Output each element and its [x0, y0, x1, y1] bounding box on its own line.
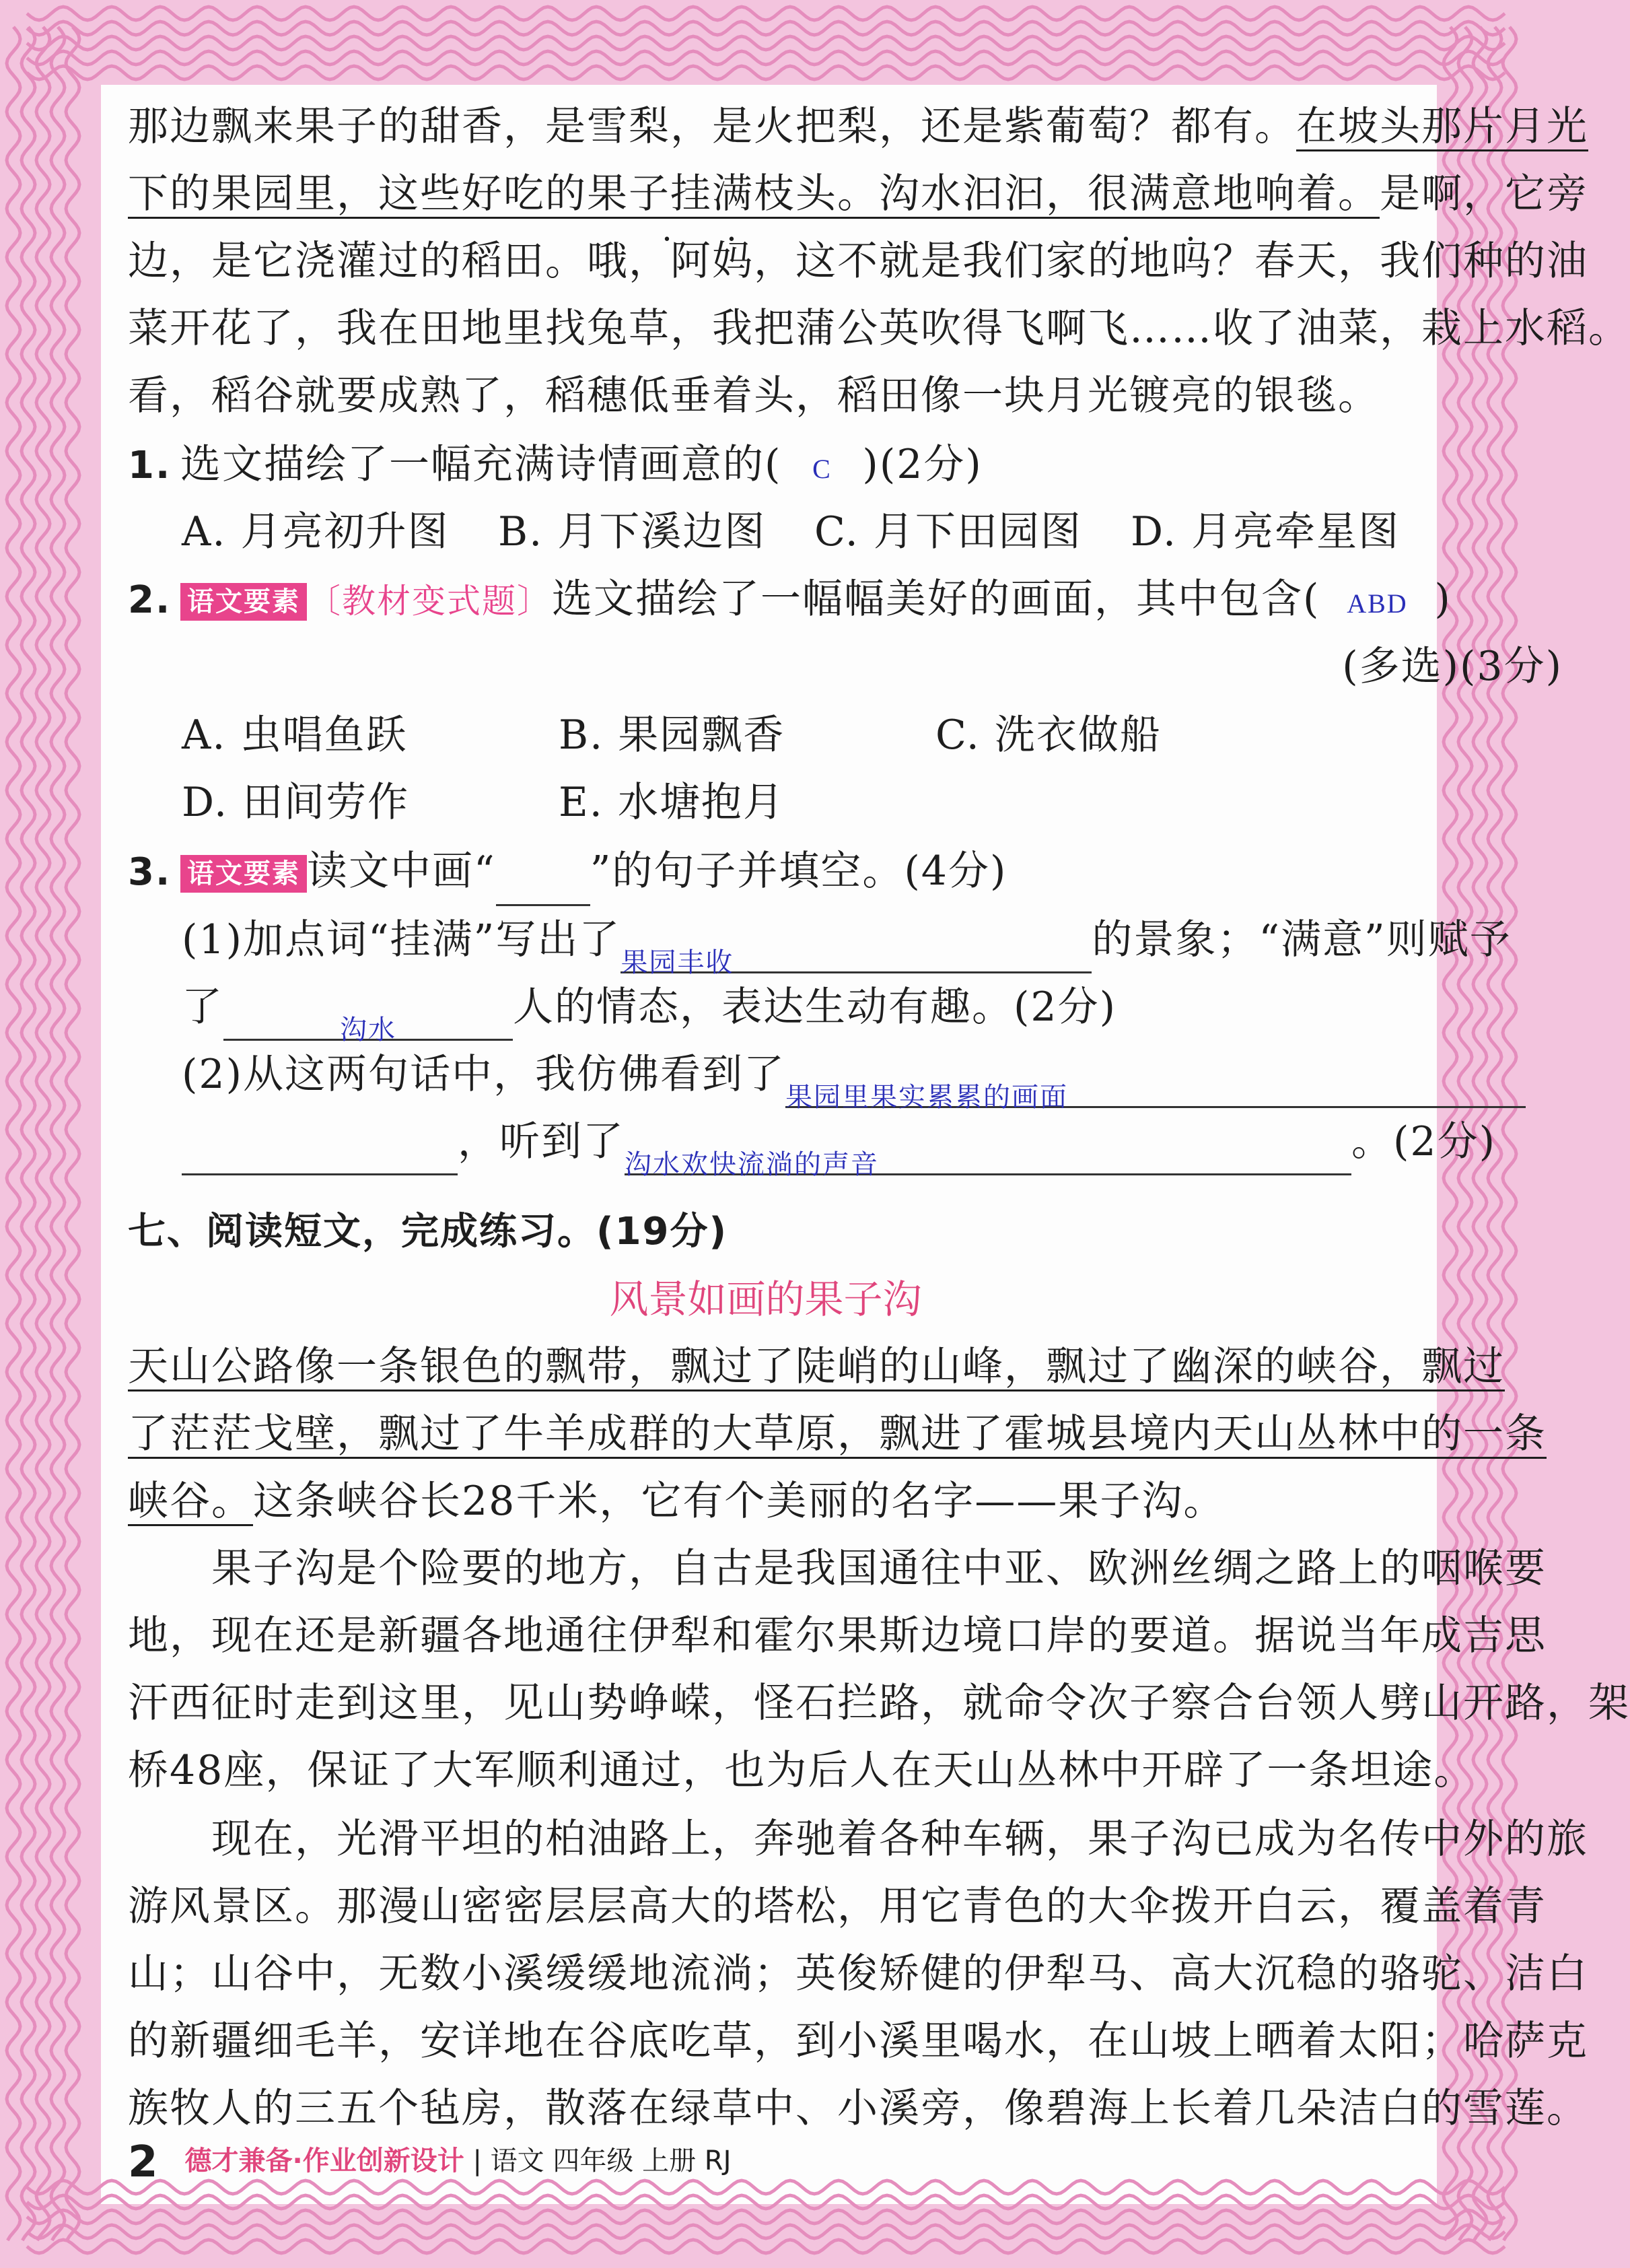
article-line-9: 游风景区。那漫山密密层层高大的塔松，用它青色的大伞拨开白云，覆盖着青 — [128, 1883, 1547, 1930]
article-line-3: 峡谷。这条峡谷长28千米，它有个美丽的名字——果子沟。 — [128, 1478, 1226, 1525]
question-3: 3. 语文要素 读文中画“ ”的句子并填空。(4分) — [128, 837, 1467, 905]
article-line-11: 的新疆细毛羊，安详地在谷底吃草，到小溪里喝水，在山坡上晒着太阳；哈萨克 — [128, 2018, 1588, 2065]
badge-yuwen-yaosu-2: 语文要素 — [180, 855, 307, 893]
section-7-heading: 七、阅读短文，完成练习。(19分) — [128, 1210, 728, 1253]
q3-p1-answer-2: 沟水 — [340, 1015, 396, 1045]
question-1: 1. 选文描绘了一幅充满诗情画意的( C )(2分) — [128, 431, 1467, 498]
footer-info: | 语文 四年级 上册 RJ — [472, 2145, 732, 2176]
article-line-4: 果子沟是个险要的地方，自古是我国通往中亚、欧洲丝绸之路上的咽喉要 — [128, 1545, 1547, 1592]
underline-sample — [496, 870, 590, 906]
dotted-word-guaman: 挂满 • • — [670, 170, 754, 217]
page-number: 2 — [128, 2137, 158, 2187]
article-line-12: 族牧人的三五个毡房，散落在绿草中、小溪旁，像碧海上长着几朵洁白的雪莲。 — [128, 2085, 1588, 2132]
question-3-part1-cont: 了 沟水 人的情态，表达生动有趣。(2分) — [182, 984, 1117, 1045]
article-line-10: 山；山谷中，无数小溪缓缓地流淌；英俊矫健的伊犁马、高大沉稳的骆驼、洁白 — [128, 1950, 1588, 1997]
article-line-8: 现在，光滑平坦的柏油路上，奔驰着各种车辆，果子沟已成为名传中外的旅 — [128, 1816, 1588, 1863]
q3-p2-answer: 果园里果实累累的画面 — [785, 1082, 1068, 1112]
article-line-6: 汗西征时走到这里，见山势峥嵘，怪石拦路，就命令次子察合台领人劈山开路，架 — [128, 1680, 1630, 1727]
badge-yuwen-yaosu: 语文要素 — [180, 583, 307, 621]
question-2: 2. 语文要素 〔教材变式题〕选文描绘了一幅幅美好的画面，其中包含( ABD ) — [128, 565, 1467, 633]
article-line-1: 天山公路像一条银色的飘带，飘过了陡峭的山峰，飘过了幽深的峡谷，飘过 — [128, 1343, 1505, 1390]
article-line-2: 了茫茫戈壁，飘过了牛羊成群的大草原，飘进了霍城县境内天山丛林中的一条 — [128, 1410, 1547, 1457]
passage-line-4: 菜开花了，我在田地里找兔草，我把蒲公英吹得飞啊飞……收了油菜，栽上水稻。 — [128, 305, 1630, 352]
q3-p2-answer-2: 沟水欢快流淌的声音 — [625, 1149, 879, 1179]
tag-variant: 〔教材变式题〕 — [307, 582, 552, 621]
question-2-options-row1: A. 虫唱鱼跃 B. 果园飘香 C. 洗衣做船 — [182, 712, 1162, 759]
page-footer — [128, 2134, 731, 2189]
question-2-note: (多选)(3分) — [1342, 643, 1563, 690]
dotted-word-manyi: 满意 • • — [1129, 170, 1213, 217]
footer-brand: 德才兼备·作业创新设计 — [184, 2145, 464, 2176]
question-2-options-row2: D. 田间劳作 E. 水塘抱月 — [182, 779, 785, 826]
q1-answer: C — [812, 454, 832, 484]
question-3-part2-cont: ，听到了沟水欢快流淌的声音 。(2分) — [182, 1108, 1521, 1175]
passage-line-5: 看，稻谷就要成熟了，稻穗低垂着头，稻田像一块月光镀亮的银毯。 — [128, 372, 1380, 419]
passage-line-1: 那边飘来果子的甜香，是雪梨，是火把梨，还是紫葡萄？都有。在坡头那片月光 — [128, 103, 1588, 150]
question-3-part2: (2)从这两句话中，我仿佛看到了果园里果实累累的画面 — [182, 1041, 1521, 1108]
question-1-options: A. 月亮初升图 B. 月下溪边图 C. 月下田园图 D. 月亮牵星图 — [182, 508, 1401, 555]
q3-p1-answer: 果园丰收 — [621, 947, 734, 977]
question-3-part1: (1)加点词“挂满”写出了果园丰收 的景象；“满意”则赋予 — [182, 916, 1512, 977]
passage-line-3: 边，是它浇灌过的稻田。哦，阿妈，这不就是我们家的地吗？春天，我们种的油 — [128, 238, 1588, 285]
article-line-5: 地，现在还是新疆各地通往伊犁和霍尔果斯边境口岸的要道。据说当年成吉思 — [128, 1612, 1547, 1659]
article-title: 风景如画的果子沟 — [609, 1276, 922, 1322]
q2-answer: ABD — [1347, 588, 1408, 619]
article-line-7: 桥48座，保证了大军顺利通过，也为后人在天山丛林中开辟了一条坦途。 — [128, 1747, 1476, 1794]
passage-line-2: 下的果园里，这些好吃的果子挂满 • •枝头。沟水汩汩，很满意 • •地响着。是啊，它旁 — [128, 160, 1467, 228]
